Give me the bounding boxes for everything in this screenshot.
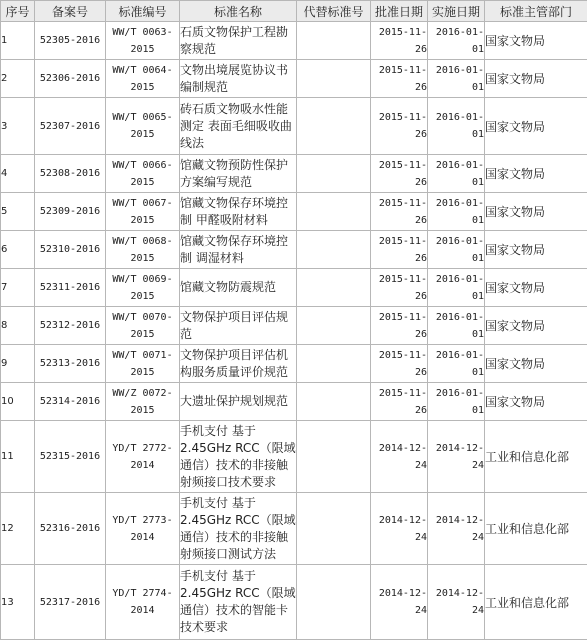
header-implementation-date: 实施日期 <box>428 1 485 22</box>
approval-date: 2015-11-26 <box>371 231 428 269</box>
department: 国家文物局 <box>485 98 587 155</box>
row-index: 8 <box>1 307 35 345</box>
department: 国家文物局 <box>485 383 587 421</box>
header-standard-no: 标准编号 <box>106 1 180 22</box>
replaced-standard <box>297 193 371 231</box>
department: 国家文物局 <box>485 22 587 60</box>
implementation-date: 2016-01-01 <box>428 383 485 421</box>
department: 工业和信息化部 <box>485 565 587 640</box>
record-number: 52305-2016 <box>35 22 106 60</box>
implementation-date: 2016-01-01 <box>428 60 485 98</box>
table-header <box>1 1 587 22</box>
header-approval-date: 批准日期 <box>371 1 428 22</box>
record-number: 52306-2016 <box>35 60 106 98</box>
standard-name: 馆藏文物防震规范 <box>180 269 297 307</box>
standard-name: 文物保护项目评估机构服务质量评价规范 <box>180 345 297 383</box>
table-row <box>1 383 587 421</box>
department: 国家文物局 <box>485 345 587 383</box>
replaced-standard <box>297 493 371 565</box>
standard-number: WW/T 0066-2015 <box>106 155 180 193</box>
implementation-date: 2016-01-01 <box>428 155 485 193</box>
header-index: 序号 <box>1 1 35 22</box>
record-number: 52314-2016 <box>35 383 106 421</box>
table-row <box>1 269 587 307</box>
standard-number: WW/T 0067-2015 <box>106 193 180 231</box>
header-record-no: 备案号 <box>35 1 106 22</box>
standard-name: 石质文物保护工程勘察规范 <box>180 22 297 60</box>
implementation-date: 2014-12-24 <box>428 565 485 640</box>
department: 国家文物局 <box>485 155 587 193</box>
approval-date: 2015-11-26 <box>371 307 428 345</box>
replaced-standard <box>297 269 371 307</box>
row-index: 1 <box>1 22 35 60</box>
row-index: 3 <box>1 98 35 155</box>
implementation-date: 2016-01-01 <box>428 22 485 60</box>
standard-number: WW/T 0065-2015 <box>106 98 180 155</box>
approval-date: 2015-11-26 <box>371 269 428 307</box>
record-number: 52315-2016 <box>35 421 106 493</box>
standard-name: 砖石质文物吸水性能测定 表面毛细吸收曲线法 <box>180 98 297 155</box>
replaced-standard <box>297 22 371 60</box>
implementation-date: 2016-01-01 <box>428 98 485 155</box>
standard-number: WW/T 0071-2015 <box>106 345 180 383</box>
implementation-date: 2016-01-01 <box>428 231 485 269</box>
record-number: 52308-2016 <box>35 155 106 193</box>
approval-date: 2015-11-26 <box>371 98 428 155</box>
department: 工业和信息化部 <box>485 493 587 565</box>
standard-number: WW/T 0064-2015 <box>106 60 180 98</box>
approval-date: 2014-12-24 <box>371 421 428 493</box>
replaced-standard <box>297 231 371 269</box>
implementation-date: 2016-01-01 <box>428 307 485 345</box>
standard-name: 手机支付 基于2.45GHz RCC（限域通信）技术的智能卡技术要求 <box>180 565 297 640</box>
replaced-standard <box>297 383 371 421</box>
department: 国家文物局 <box>485 307 587 345</box>
department: 工业和信息化部 <box>485 421 587 493</box>
table-row <box>1 60 587 98</box>
approval-date: 2015-11-26 <box>371 155 428 193</box>
table-row <box>1 231 587 269</box>
approval-date: 2015-11-26 <box>371 22 428 60</box>
department: 国家文物局 <box>485 193 587 231</box>
table-row <box>1 307 587 345</box>
table-row <box>1 565 587 640</box>
record-number: 52307-2016 <box>35 98 106 155</box>
implementation-date: 2016-01-01 <box>428 269 485 307</box>
header-replaced-standard: 代替标准号 <box>297 1 371 22</box>
row-index: 12 <box>1 493 35 565</box>
standard-name: 手机支付 基于2.45GHz RCC（限域通信）技术的非接触射频接口测试方法 <box>180 493 297 565</box>
table-body <box>1 22 587 640</box>
table-row <box>1 22 587 60</box>
table-row <box>1 345 587 383</box>
implementation-date: 2016-01-01 <box>428 345 485 383</box>
table-row <box>1 155 587 193</box>
standard-name: 馆藏文物预防性保护方案编写规范 <box>180 155 297 193</box>
department: 国家文物局 <box>485 269 587 307</box>
standard-number: YD/T 2772-2014 <box>106 421 180 493</box>
table-row <box>1 421 587 493</box>
approval-date: 2014-12-24 <box>371 493 428 565</box>
row-index: 6 <box>1 231 35 269</box>
standard-number: WW/T 0070-2015 <box>106 307 180 345</box>
row-index: 5 <box>1 193 35 231</box>
row-index: 10 <box>1 383 35 421</box>
row-index: 2 <box>1 60 35 98</box>
header-department: 标准主管部门 <box>485 1 587 22</box>
approval-date: 2015-11-26 <box>371 193 428 231</box>
standard-number: WW/T 0068-2015 <box>106 231 180 269</box>
standard-name: 大遗址保护规划规范 <box>180 383 297 421</box>
standard-number: WW/T 0069-2015 <box>106 269 180 307</box>
table-row <box>1 98 587 155</box>
record-number: 52309-2016 <box>35 193 106 231</box>
standard-number: YD/T 2774-2014 <box>106 565 180 640</box>
row-index: 9 <box>1 345 35 383</box>
standard-name: 馆藏文物保存环境控制 甲醛吸附材料 <box>180 193 297 231</box>
record-number: 52310-2016 <box>35 231 106 269</box>
row-index: 13 <box>1 565 35 640</box>
implementation-date: 2014-12-24 <box>428 421 485 493</box>
approval-date: 2015-11-26 <box>371 345 428 383</box>
record-number: 52317-2016 <box>35 565 106 640</box>
implementation-date: 2016-01-01 <box>428 193 485 231</box>
standard-name: 文物出境展览协议书编制规范 <box>180 60 297 98</box>
approval-date: 2015-11-26 <box>371 383 428 421</box>
replaced-standard <box>297 98 371 155</box>
replaced-standard <box>297 421 371 493</box>
replaced-standard <box>297 60 371 98</box>
record-number: 52313-2016 <box>35 345 106 383</box>
record-number: 52311-2016 <box>35 269 106 307</box>
row-index: 4 <box>1 155 35 193</box>
record-number: 52312-2016 <box>35 307 106 345</box>
replaced-standard <box>297 307 371 345</box>
table-row <box>1 493 587 565</box>
row-index: 11 <box>1 421 35 493</box>
table-row <box>1 193 587 231</box>
standard-number: WW/T 0063-2015 <box>106 22 180 60</box>
replaced-standard <box>297 155 371 193</box>
record-number: 52316-2016 <box>35 493 106 565</box>
standard-name: 文物保护项目评估规范 <box>180 307 297 345</box>
department: 国家文物局 <box>485 231 587 269</box>
replaced-standard <box>297 565 371 640</box>
standard-number: YD/T 2773-2014 <box>106 493 180 565</box>
header-standard-name: 标准名称 <box>180 1 297 22</box>
standard-name: 馆藏文物保存环境控制 调湿材料 <box>180 231 297 269</box>
standard-number: WW/Z 0072-2015 <box>106 383 180 421</box>
standard-name: 手机支付 基于2.45GHz RCC（限域通信）技术的非接触射频接口技术要求 <box>180 421 297 493</box>
replaced-standard <box>297 345 371 383</box>
implementation-date: 2014-12-24 <box>428 493 485 565</box>
department: 国家文物局 <box>485 60 587 98</box>
approval-date: 2014-12-24 <box>371 565 428 640</box>
approval-date: 2015-11-26 <box>371 60 428 98</box>
row-index: 7 <box>1 269 35 307</box>
